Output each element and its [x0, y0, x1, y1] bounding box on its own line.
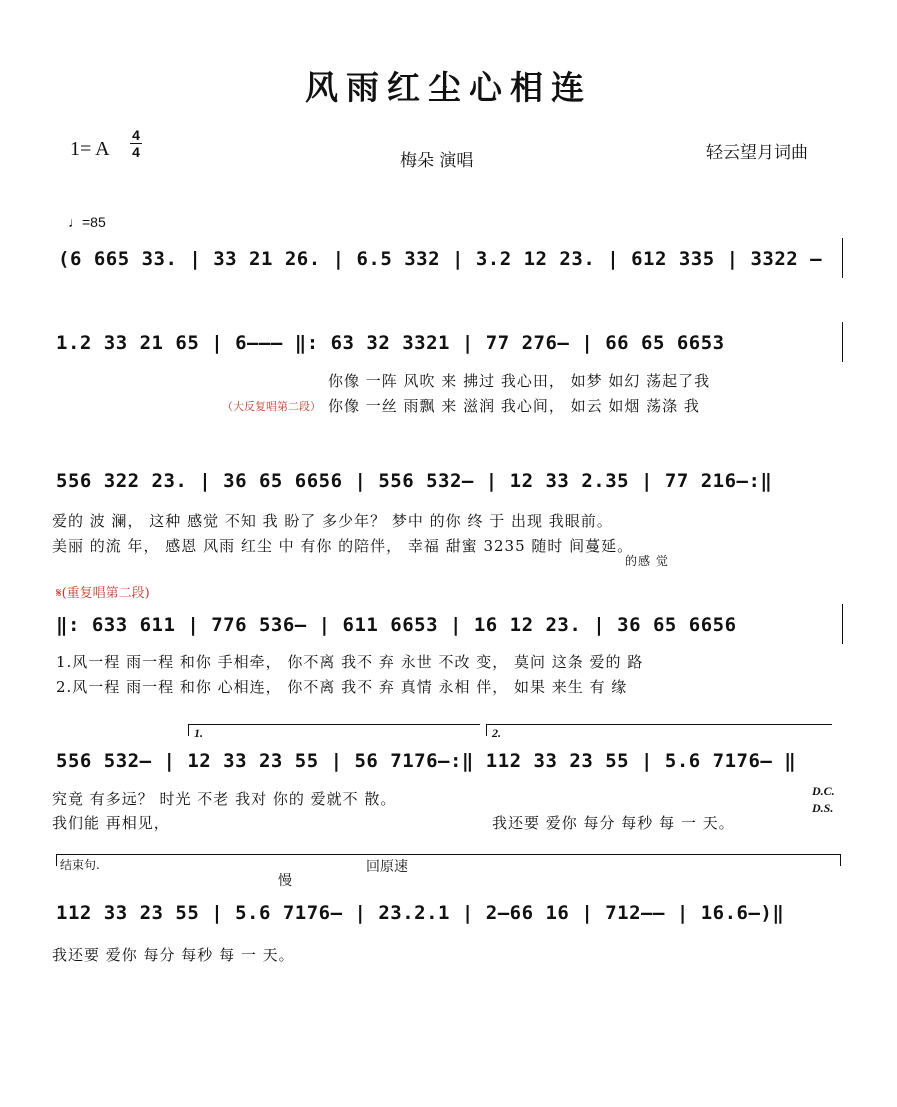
tempo-back-marking: 回原速	[366, 859, 408, 875]
ending-bracket-edge-left	[56, 854, 57, 866]
row-6-lyric-1: 我还要 爱你 每分 每秒 每 一 天。	[52, 946, 295, 964]
bar-line	[842, 238, 843, 278]
volta-bracket-1-edge	[188, 724, 189, 736]
volta-1-label: 1.	[194, 726, 203, 740]
dc-marking: D.C.	[812, 784, 835, 798]
score-row-1-notes: (6 665 33. | 33 21 26. | 6.5 332 | 3.2 12 23. | 612 335 | 3322 –	[58, 248, 823, 270]
ending-label: 结束句.	[60, 858, 100, 872]
slow-marking: 慢	[278, 873, 292, 889]
tempo-marking: ♩=85	[68, 214, 106, 230]
song-title: 风雨红尘心相连	[305, 68, 592, 107]
row-4-lyric-1: 1.风一程 雨一程 和你 手相牵， 你不离 我不 弃 永世 不改 变， 莫问 这条 爱的 路	[56, 653, 644, 671]
score-row-4-notes: ‖: 633 611 | 776 536– | 611 6653 | 16 12 23. | 36 65 6656	[56, 614, 737, 636]
row-5-lyric-3: 我还要 爱你 每分 每秒 每 一 天。	[492, 814, 735, 832]
score-row-6-notes: 112 33 23 55 | 5.6 7176– | 23.2.1 | 2–66 16 | 712–– | 16.6–)‖	[56, 902, 785, 924]
row-4-lyric-2: 2.风一程 雨一程 和你 心相连， 你不离 我不 弃 真情 永相 伴， 如果 来生 有 缘	[56, 678, 628, 696]
score-row-5-notes: 556 532– | 12 33 23 55 | 56 7176–:‖ 112 33 23 55 | 5.6 7176– ‖	[56, 750, 797, 772]
row-2-lyric-1: 你像 一阵 风吹 来 拂过 我心田， 如梦 如幻 荡起了我	[328, 372, 711, 390]
key-signature: 1= A	[70, 138, 110, 160]
row-5-lyric-1: 究竟 有多远？ 时光 不老 我对 你的 爱就不 散。	[52, 790, 397, 808]
time-sig-bottom: 4	[132, 144, 140, 160]
author-credit: 轻云望月词曲	[706, 143, 808, 163]
bar-line	[842, 322, 843, 362]
repeat-note: （大反复唱第二段）	[222, 400, 321, 413]
time-signature	[130, 128, 142, 159]
ending-bracket-edge-right	[840, 854, 841, 866]
singer-credit: 梅朵 演唱	[400, 151, 474, 171]
ds-marking: D.S.	[812, 801, 834, 815]
row-3-lyric-1: 爱的 波 澜， 这种 感觉 不知 我 盼了 多少年？ 梦中 的你 终 于 出现 我眼前。	[52, 512, 613, 530]
bar-line	[842, 604, 843, 644]
ending-bracket	[56, 854, 840, 855]
volta-2-label: 2.	[492, 726, 501, 740]
volta-bracket-2	[486, 724, 832, 725]
time-sig-top: 4	[132, 127, 140, 143]
score-row-3-notes: 556 322 23. | 36 65 6656 | 556 532– | 12 33 2.35 | 77 216–:‖	[56, 470, 773, 492]
score-row-2-notes: 1.2 33 21 65 | 6––– ‖: 63 32 3321 | 77 276– | 66 65 6653	[56, 332, 725, 354]
row-3-lyric-2: 美丽 的流 年， 感恩 风雨 红尘 中 有你 的陪伴， 幸福 甜蜜 3235 随时 间蔓延。	[52, 537, 634, 555]
row-2-lyric-2: 你像 一丝 雨飘 来 滋润 我心间， 如云 如烟 荡涤 我	[328, 397, 700, 415]
volta-bracket-1	[188, 724, 480, 725]
row-5-lyric-2: 我们能 再相见，	[52, 814, 170, 832]
segno-marking: 𝄋(重复唱第二段)	[56, 586, 150, 601]
row-3-lyric-3: 的感 觉	[625, 554, 669, 568]
volta-bracket-2-edge	[486, 724, 487, 736]
